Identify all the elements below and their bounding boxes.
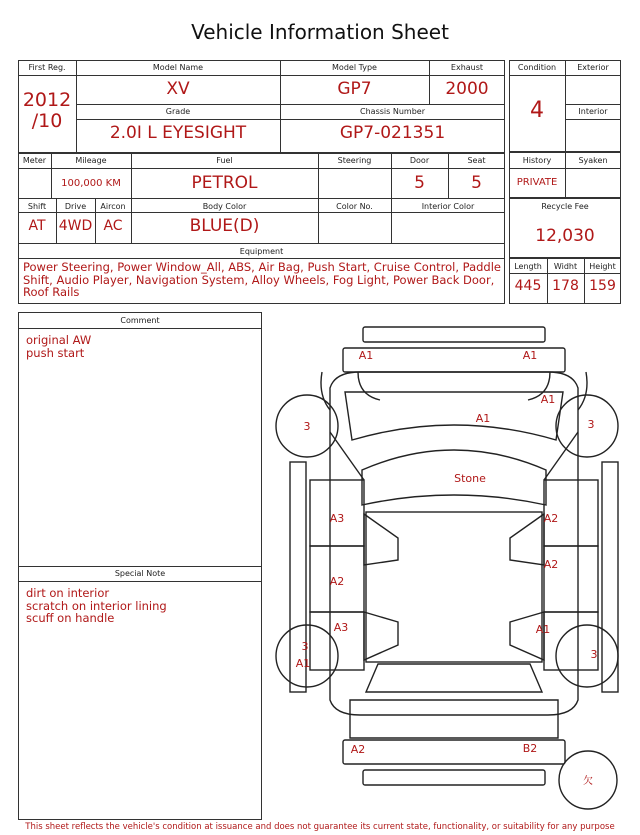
- special-note-text: [26, 587, 256, 625]
- model-name-value: XV: [166, 79, 190, 99]
- fuel-label: Fuel: [216, 156, 233, 165]
- mark-rear-bumper-left: A2: [350, 743, 366, 756]
- body-color-value: BLUE(D): [189, 216, 260, 236]
- model-type-label: Model Type: [332, 63, 377, 72]
- mark-left-rear-door: A2: [329, 575, 345, 588]
- mark-right-rear-panel: A1: [535, 623, 551, 636]
- body-color-label: Body Color: [202, 202, 247, 211]
- interior-color-label: Interior Color: [421, 202, 475, 211]
- equipment-value: Power Steering, Power Window_All, ABS, Air Bag, Push Start, Cruise Control, Paddle Shift, Audio Player, Navigation System, Alloy Wheels, Fog Light, Power Back Door, Roof Rails: [23, 260, 501, 299]
- mark-left-front-wheel: 3: [303, 420, 311, 433]
- mark-rear-bumper-right: B2: [522, 742, 538, 755]
- chassis-number-value: GP7-021351: [339, 123, 446, 143]
- grade-label: Grade: [165, 107, 191, 116]
- equipment-label: Equipment: [239, 247, 284, 256]
- condition-label: Condition: [517, 63, 557, 72]
- steering-label: Steering: [337, 156, 372, 165]
- first-reg-month: /10: [31, 110, 63, 132]
- special-note-line: scratch on interior lining: [26, 598, 167, 613]
- mark-right-rear-wheel: 3: [590, 648, 598, 661]
- door-value: 5: [414, 173, 425, 193]
- exterior-label: Exterior: [577, 63, 609, 72]
- mark-front-bumper-left: A1: [358, 349, 374, 362]
- special-note-label: Special Note: [114, 569, 166, 578]
- mark-left-rear-wheel-b: A1: [295, 657, 311, 670]
- model-type-value: GP7: [337, 79, 372, 99]
- footer-disclaimer: This sheet reflects the vehicle's condition at issuance and does not guarantee its current state, functionality, or suitability for any purpose: [25, 822, 615, 832]
- aircon-label: Aircon: [100, 202, 126, 211]
- recycle-fee-value: 12,030: [535, 226, 595, 246]
- mark-right-front-fender: A1: [540, 393, 556, 406]
- first-reg-label: First Reg.: [28, 63, 66, 72]
- fuel-value: PETROL: [191, 173, 258, 193]
- width-label: Widht: [553, 262, 578, 271]
- seat-value: 5: [471, 173, 482, 193]
- width-value: 178: [552, 278, 579, 294]
- mark-spare-tire: 欠: [583, 776, 593, 787]
- mileage-value: 100,000 KM: [61, 178, 121, 189]
- mark-front-bumper-right: A1: [522, 349, 538, 362]
- mark-left-rear-wheel-a: 3: [301, 640, 309, 653]
- mark-left-front-door: A3: [329, 512, 345, 525]
- mark-hood: A1: [475, 412, 491, 425]
- comment-line: original AW: [26, 333, 92, 347]
- mark-right-rear-door: A2: [543, 558, 559, 571]
- first-reg-year: 2012: [22, 89, 72, 111]
- model-name-label: Model Name: [152, 63, 204, 72]
- shift-value: AT: [28, 218, 46, 234]
- grade-value: 2.0I L EYESIGHT: [109, 123, 247, 143]
- drive-value: 4WD: [58, 218, 93, 234]
- mark-left-rear-panel: A3: [333, 621, 349, 634]
- mark-right-front-door: A2: [543, 512, 559, 525]
- mark-right-front-wheel: 3: [587, 418, 595, 431]
- height-value: 159: [589, 278, 616, 294]
- seat-label: Seat: [467, 156, 486, 165]
- syaken-label: Syaken: [578, 156, 608, 165]
- height-label: Height: [589, 262, 616, 271]
- comment-line: push start: [26, 345, 85, 360]
- shift-label: Shift: [27, 202, 47, 211]
- special-note-line: scuff on handle: [26, 611, 115, 625]
- color-no-label: Color No.: [336, 202, 373, 211]
- car-damage-diagram: [268, 318, 630, 820]
- condition-value: 4: [530, 98, 544, 123]
- comment-text: [26, 334, 256, 359]
- special-note-line: dirt on interior: [26, 586, 110, 600]
- recycle-fee-label: Recycle Fee: [541, 202, 589, 211]
- aircon-value: AC: [103, 218, 123, 234]
- chassis-number-label: Chassis Number: [360, 107, 425, 116]
- door-label: Door: [409, 156, 430, 165]
- history-value: PRIVATE: [516, 177, 558, 188]
- meter-label: Meter: [22, 156, 47, 165]
- drive-label: Drive: [64, 202, 87, 211]
- mileage-label: Mileage: [75, 156, 107, 165]
- length-label: Length: [514, 262, 542, 271]
- length-value: 445: [514, 278, 542, 294]
- comment-label: Comment: [120, 316, 160, 325]
- exhaust-label: Exhaust: [450, 63, 484, 72]
- mark-windshield: Stone: [454, 472, 486, 485]
- interior-label: Interior: [578, 107, 608, 116]
- sheet-title: Vehicle Information Sheet: [191, 20, 449, 44]
- history-label: History: [522, 156, 552, 165]
- exhaust-value: 2000: [445, 79, 489, 99]
